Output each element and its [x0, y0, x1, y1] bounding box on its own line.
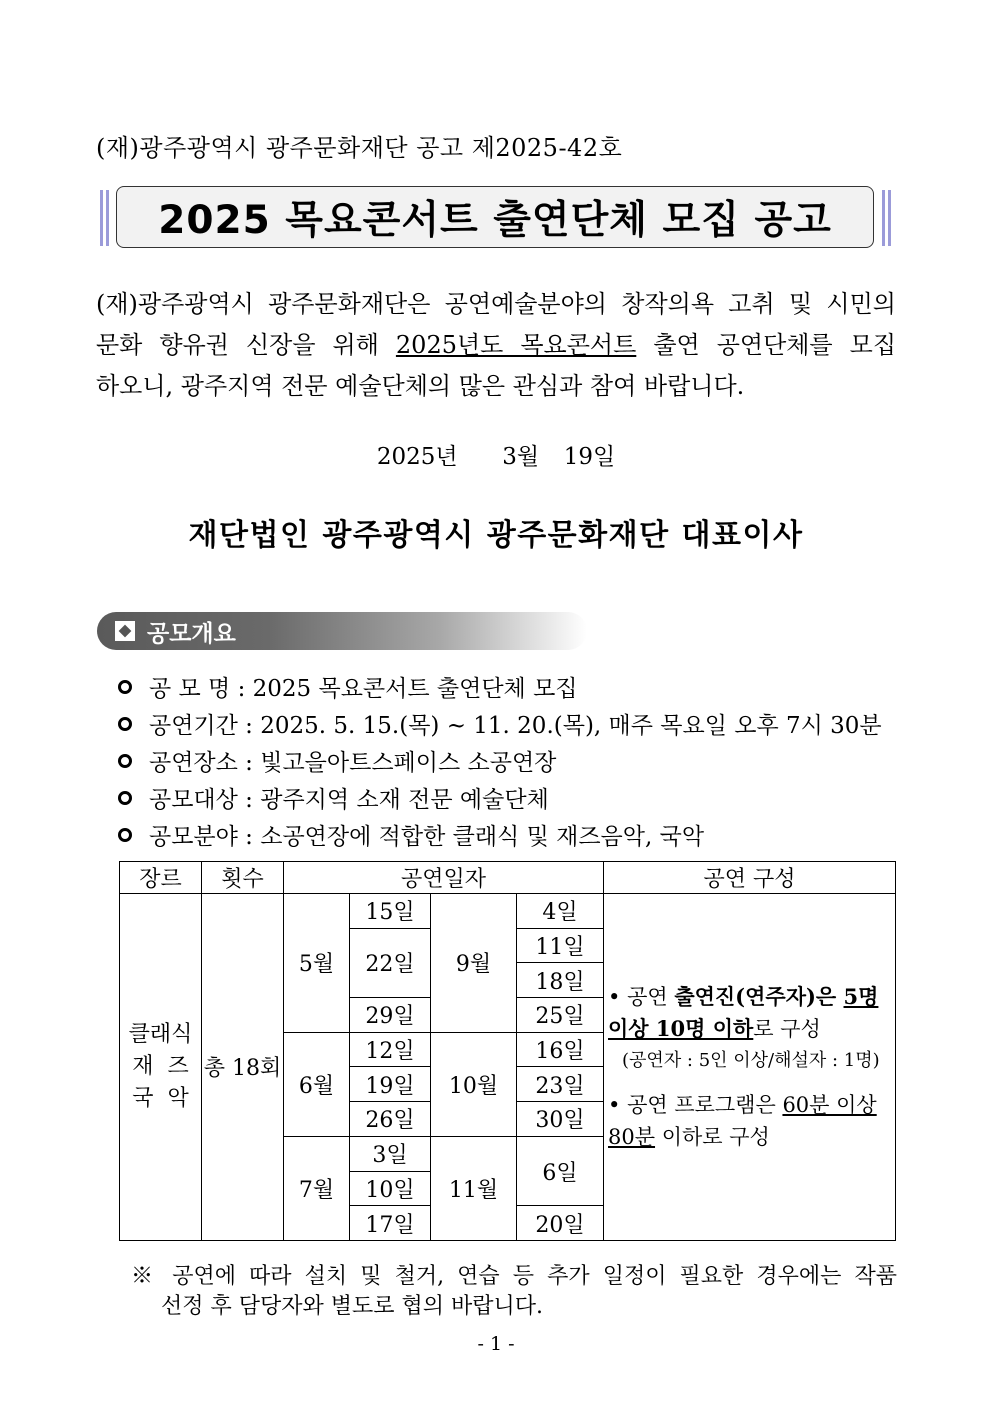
circle-bullet-icon	[118, 680, 132, 694]
genre-cell	[120, 894, 202, 1241]
section-header	[97, 612, 587, 650]
day-cell: 16일	[517, 1032, 604, 1067]
day-cell: 30일	[517, 1102, 604, 1137]
day-cell: 4일	[517, 894, 604, 929]
day-cell: 12일	[350, 1032, 431, 1067]
title-right-bar-2	[888, 190, 891, 246]
composition-note: (공연자 : 5인 이상/해설자 : 1명)	[622, 1049, 880, 1071]
composition-point-1: • 공연 출연진(연주자)은 5명 이상 10명 이하로 구성	[608, 983, 879, 1041]
intro-paragraph	[96, 284, 896, 407]
day-cell: 25일	[517, 998, 604, 1033]
month-cell: 5월	[284, 894, 350, 1033]
footnote-line-2: 선정 후 담당자와 별도로 협의 바랍니다.	[161, 1294, 543, 1319]
header-count: 횟수	[202, 862, 284, 894]
item-text: 공연장소 : 빛고을아트스페이스 소공연장	[149, 750, 557, 776]
day-cell: 15일	[350, 894, 431, 929]
notice-date	[0, 438, 992, 471]
day-cell: 23일	[517, 1067, 604, 1102]
intro-highlight: 2025년도 목요콘서트	[395, 331, 637, 359]
composition-point-2: • 공연 프로그램은 60분 이상 80분 이하로 구성	[608, 1092, 877, 1149]
month-cell: 7월	[284, 1136, 350, 1240]
intro-line-2	[96, 325, 896, 366]
header-genre: 장르	[120, 862, 202, 894]
day-cell: 10일	[350, 1171, 431, 1206]
item-text: 공모대상 : 광주지역 소재 전문 예술단체	[149, 787, 549, 813]
section-title: 공모개요	[147, 620, 236, 647]
footnote-line-1: ※ 공연에 따라 설치 및 철거, 연습 등 추가 일정이 필요한 경우에는 작품	[131, 1264, 897, 1289]
header-dates: 공연일자	[284, 862, 604, 894]
genre-line: 클래식	[128, 1021, 193, 1047]
title-left-bar-2	[106, 190, 109, 246]
item-text: 공 모 명 : 2025 목요콘서트 출연단체 모집	[149, 676, 578, 702]
intro-line-2-post: 출연 공연단체를 모집	[636, 331, 896, 359]
circle-bullet-icon	[118, 828, 132, 842]
genre-line: 재 즈	[132, 1053, 189, 1079]
circle-bullet-icon	[118, 791, 132, 805]
circle-bullet-icon	[118, 754, 132, 768]
composition-cell	[604, 894, 896, 1241]
day-cell: 11일	[517, 928, 604, 963]
intro-line-2-pre: 문화 향유권 신장을 위해	[96, 331, 396, 359]
day-cell: 29일	[350, 998, 431, 1033]
day-cell: 3일	[350, 1136, 431, 1171]
list-item	[118, 705, 882, 742]
diamond-icon	[115, 621, 135, 641]
schedule-table	[119, 861, 896, 1241]
list-item	[118, 779, 882, 816]
date-year: 2025년	[376, 444, 458, 470]
page-title: 2025 목요콘서트 출연단체 모집 공고	[116, 186, 874, 248]
date-month: 3월	[502, 444, 540, 470]
month-cell: 6월	[284, 1032, 350, 1136]
day-cell: 6일	[517, 1136, 604, 1205]
genre-line: 국 악	[132, 1085, 189, 1111]
date-day: 19일	[563, 444, 616, 470]
issuer: 재단법인 광주광역시 광주문화재단 대표이사	[188, 518, 804, 553]
day-cell: 26일	[350, 1102, 431, 1137]
page-number: - 1 -	[477, 1333, 515, 1355]
day-cell: 22일	[350, 928, 431, 997]
day-cell: 18일	[517, 963, 604, 998]
item-text: 공연기간 : 2025. 5. 15.(목) ~ 11. 20.(목), 매주 목요일 오후 7시 30분	[149, 713, 882, 739]
intro-line-1: (재)광주광역시 광주문화재단은 공연예술분야의 창작의욕 고취 및 시민의	[96, 290, 896, 318]
overview-list	[118, 668, 882, 853]
day-cell: 17일	[350, 1206, 431, 1241]
circle-bullet-icon	[118, 717, 132, 731]
day-cell: 20일	[517, 1206, 604, 1241]
intro-line-3: 하오니, 광주지역 전문 예술단체의 많은 관심과 참여 바랍니다.	[96, 372, 745, 400]
month-cell: 10월	[431, 1032, 517, 1136]
title-banner	[100, 184, 892, 250]
title-left-bar	[100, 190, 103, 246]
month-cell: 9월	[431, 894, 517, 1033]
header-composition: 공연 구성	[604, 862, 896, 894]
notice-number: (재)광주광역시 광주문화재단 공고 제2025-42호	[96, 134, 623, 162]
list-item	[118, 668, 882, 705]
footnote	[131, 1262, 897, 1322]
day-cell: 19일	[350, 1067, 431, 1102]
list-item	[118, 742, 882, 779]
count-cell: 총 18회	[202, 894, 284, 1241]
title-right-bar	[882, 190, 885, 246]
month-cell: 11월	[431, 1136, 517, 1240]
list-item	[118, 816, 882, 853]
item-text: 공모분야 : 소공연장에 적합한 클래식 및 재즈음악, 국악	[149, 824, 705, 850]
